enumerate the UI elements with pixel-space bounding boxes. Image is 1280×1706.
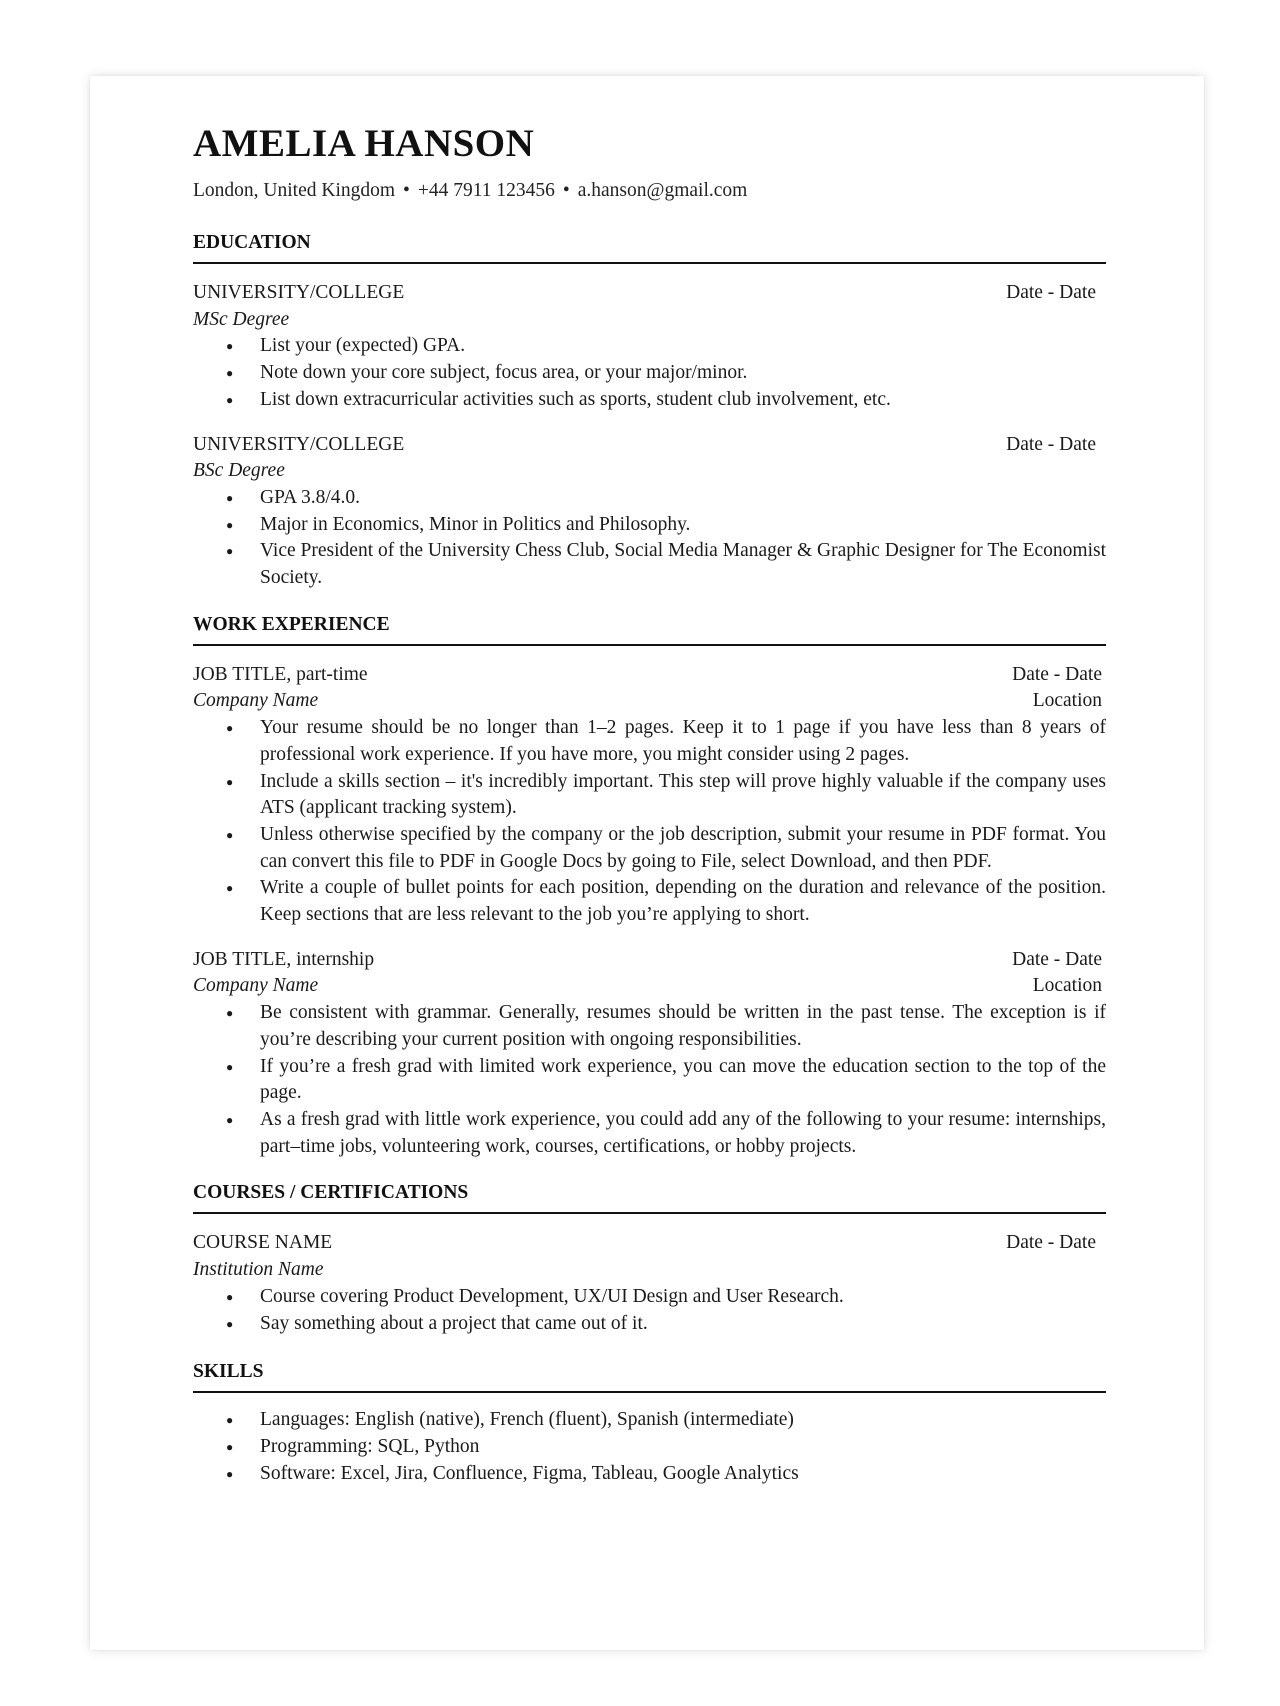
bullet-item: ● List down extracurricular activities such as sports, student club involvement, etc. [193, 387, 1106, 414]
entry-header [193, 1230, 1106, 1257]
entry-header [193, 280, 1106, 307]
section-title-work-experience: WORK EXPERIENCE [193, 612, 1106, 646]
entry-header [193, 432, 1106, 459]
course-name: COURSE NAME [193, 1232, 333, 1254]
skill-item: ● Software: Excel, Jira, Confluence, Figma, Tableau, Google Analytics [193, 1461, 1106, 1488]
bullet-item: ● GPA 3.8/4.0. [193, 485, 1106, 512]
company-name: Company Name [193, 975, 319, 997]
entry-subheader [193, 307, 1106, 334]
bullet-list [193, 485, 1106, 592]
degree-name: BSc Degree [193, 460, 285, 482]
candidate-name: AMELIA HANSON [193, 122, 535, 165]
bullet-item: ● Say something about a project that came out of it. [193, 1311, 1106, 1338]
section-title-skills: SKILLS [193, 1359, 1106, 1393]
job-title: JOB TITLE, part-time [193, 663, 368, 685]
bullet-item: ● Include a skills section – it's incredibly important. This step will prove highly valuable if the company uses ATS (applicant tracking system). [193, 769, 1106, 822]
work-entry [193, 662, 1106, 929]
bullet-item: ● If you’re a fresh grad with limited work experience, you can move the education section to the top of the page. [193, 1054, 1106, 1107]
contact-separator: • [403, 180, 410, 201]
degree-name: MSc Degree [193, 308, 290, 330]
bullet-item: ● List your (expected) GPA. [193, 333, 1106, 360]
work-entry [193, 947, 1106, 1161]
bullet-item: ● Your resume should be no longer than 1–2 pages. Keep it to 1 page if you have less than 8 years of professional work experience. If you have more, you might consider using 2 pages. [193, 715, 1106, 768]
company-name: Company Name [193, 690, 319, 712]
bullet-item: ● Be consistent with grammar. Generally, resumes should be written in the past tense. The exception is if you’re describing your current position with ongoing responsibilities. [193, 1000, 1106, 1053]
bullet-item: ● Write a couple of bullet points for each position, depending on the duration and relevance of the position. Keep sections that are less relevant to the job you’re applying to short. [193, 875, 1106, 928]
bullet-item: ● Major in Economics, Minor in Politics and Philosophy. [193, 512, 1106, 539]
entry-subheader [193, 458, 1106, 485]
entry-subheader [193, 688, 1106, 715]
entry-dates: Date - Date [1012, 948, 1102, 970]
course-entry [193, 1230, 1106, 1337]
bullet-item: ● As a fresh grad with little work experience, you could add any of the following to your resume: internships, part–time jobs, volunteering work, courses, certifications, or hobby projects. [193, 1107, 1106, 1160]
entry-subheader [193, 973, 1106, 1000]
entry-header [193, 947, 1106, 974]
entry-subheader [193, 1257, 1106, 1284]
contact-email: a.hanson@gmail.com [577, 180, 748, 201]
bullet-list [193, 333, 1106, 413]
skills-list [193, 1407, 1106, 1487]
contact-line [193, 178, 1106, 204]
section-title-courses: COURSES / CERTIFICATIONS [193, 1180, 1106, 1214]
section-title-education: EDUCATION [193, 230, 1106, 264]
entry-dates: Date - Date [1006, 1232, 1096, 1254]
resume-page [90, 76, 1204, 1650]
education-entry [193, 280, 1106, 414]
resume-content [193, 122, 1106, 1487]
contact-separator: • [562, 180, 570, 201]
entry-dates: Date - Date [1012, 663, 1102, 685]
bullet-item: ● Note down your core subject, focus area, or your major/minor. [193, 360, 1106, 387]
contact-phone: +44 7911 123456 [417, 180, 555, 201]
bullet-list [193, 1000, 1106, 1160]
bullet-item: ● Vice President of the University Chess Club, Social Media Manager & Graphic Designer for The Economist Society. [193, 538, 1106, 591]
job-location: Location [1032, 690, 1102, 712]
bullet-item: ● Course covering Product Development, UX/UI Design and User Research. [193, 1284, 1106, 1311]
entry-dates: Date - Date [1006, 282, 1096, 303]
bullet-list [193, 1284, 1106, 1337]
skill-item: ● Languages: English (native), French (fluent), Spanish (intermediate) [193, 1407, 1106, 1434]
institution-name: Institution Name [193, 1259, 324, 1281]
job-location: Location [1032, 975, 1102, 997]
skill-item: ● Programming: SQL, Python [193, 1434, 1106, 1461]
bullet-list [193, 715, 1106, 929]
bullet-item: ● Unless otherwise specified by the company or the job description, submit your resume in PDF format. You can convert this file to PDF in Google Docs by going to File, select Download, and then PDF. [193, 822, 1106, 875]
institution-name: UNIVERSITY/COLLEGE [193, 433, 405, 455]
entry-header [193, 662, 1106, 689]
job-title: JOB TITLE, internship [193, 948, 375, 970]
education-entry [193, 432, 1106, 592]
entry-dates: Date - Date [1006, 433, 1096, 455]
institution-name: UNIVERSITY/COLLEGE [193, 282, 405, 303]
contact-location: London, United Kingdom [193, 180, 396, 201]
